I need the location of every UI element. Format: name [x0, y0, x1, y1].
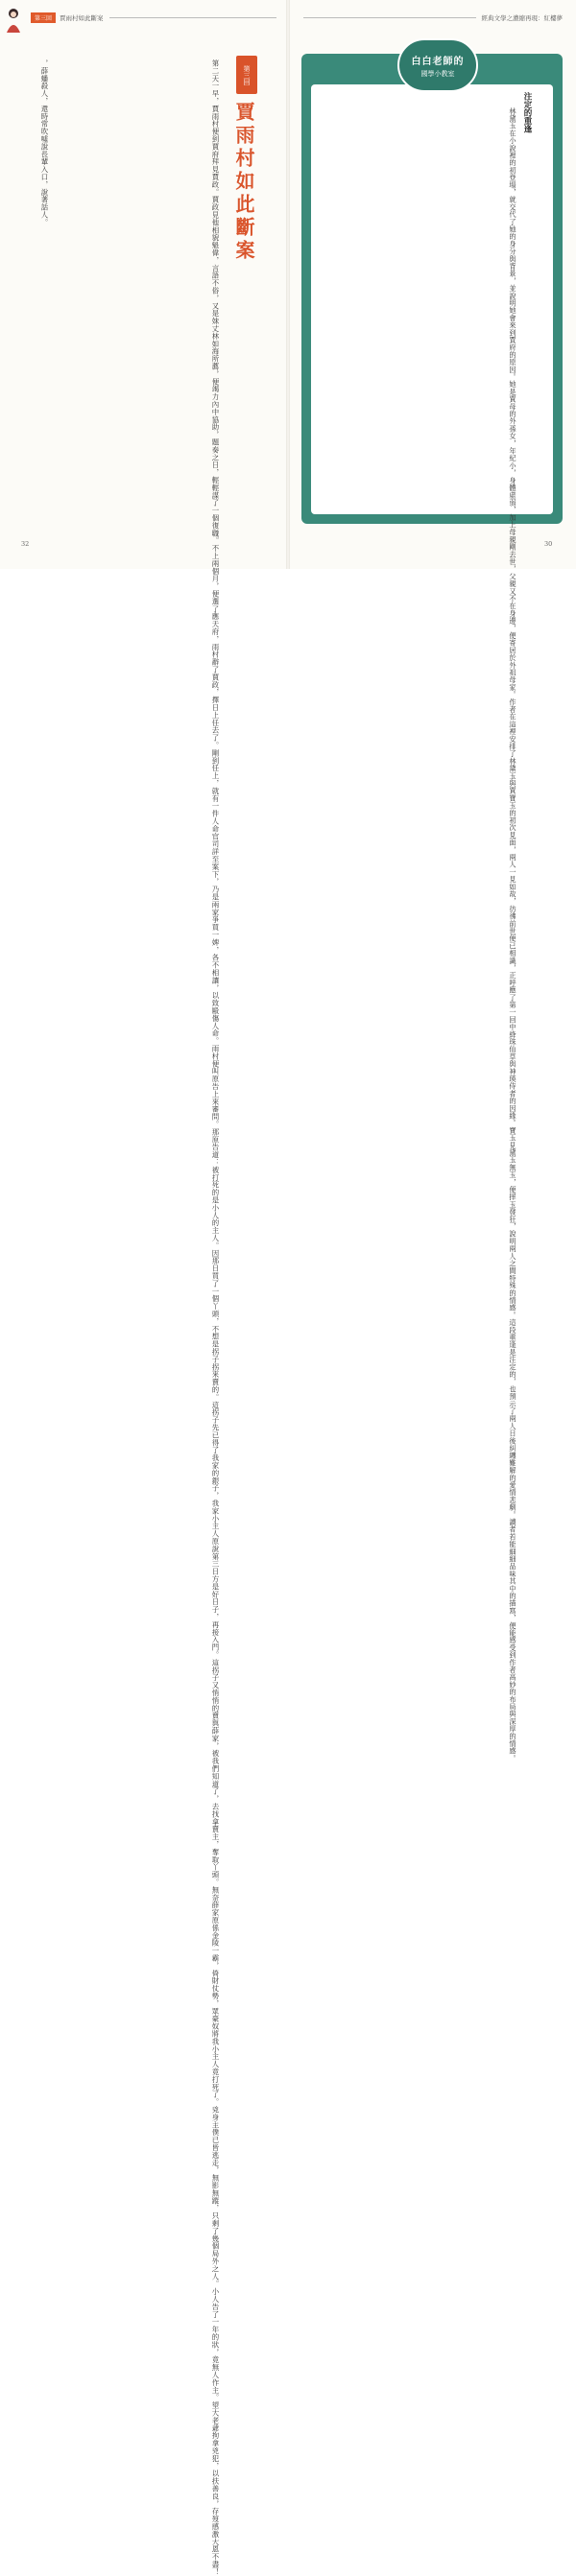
page-number-right: 30 [544, 540, 553, 548]
header-book-title: 經典文學之濃縮再現：紅樓夢 [481, 13, 563, 22]
chapter-title: 賈雨村如此斷案 [232, 102, 255, 263]
left-page-body-continued: ，薛蟠殺人，還時常吹噓說長輩入口，說著話人。 [40, 59, 49, 226]
right-page-header [298, 10, 563, 25]
book-gutter [286, 0, 290, 569]
left-page-header [13, 10, 282, 25]
badge-title: 白白老師的 [411, 56, 465, 67]
header-chapter-tag: 第三回 [31, 12, 56, 23]
classroom-badge [397, 38, 478, 92]
header-divider [303, 17, 476, 18]
chapter-heading [228, 56, 276, 305]
right-page-body: 林黛玉在小說裡的初登場，就交代了她的身分與背景，並說明她會來到賈府的原因。她是賈母的外孫女，年紀小，身體虛弱，加上母親剛去世，父親又不在身邊，便寄居於外祖母家。作者在這裡安排了林黛玉與賈寶玉的初次見面，兩人一見如故，彷彿前世便已相識，正呼應了第一回中絳珠仙草與神瑛侍者的因緣。寶玉見黛玉無玉，便摔玉發狂，說明兩人之間特殊的情感。這段重逢是注定的，也預示了兩人日後糾纏難解的愛情悲劇。讀者若能細細品味其中的描寫，便能感受到作者高妙的布局與深厚的情感。 [509, 107, 517, 1762]
header-divider [109, 17, 276, 18]
left-page-body: 第二天一早，賈雨村便到賈府拜見賈政。賈政見他相貌魁偉，言語不俗，又是妹丈林如海所薦，便竭力內中協助，題奏之日，輕輕謀了一個復職。不上兩個月，便選了應天府，雨村辭了賈政，擇日上任去了。剛到任上，就有一件人命官司詳至案下，乃是兩家爭買一婢，各不相讓，以致毆傷人命。雨村便叫原告上來審問。那原告道：被打死的是小人的主人。因那日買了一個丫頭，不想是拐子拐來賣的。這拐子先已得了我家的銀子，我家小主人原說第三日方是好日子，再接入門。這拐子又悄悄的賣與薛家，被我們知道了，去找拿賣主，奪取丫頭。無奈薛家原係金陵一霸，倚財仗勢，眾豪奴將我小主人竟打死了。兇身主僕已皆逃走，無影無蹤，只剩了幾個局外之人。小人告了一年的狀，竟無人作主。望大老爺拘拿兇犯，以扶善良，存歿感激大恩不盡！ [211, 59, 220, 2576]
badge-subtitle: 國學小教室 [420, 69, 455, 78]
page-number-left: 32 [21, 540, 30, 548]
chapter-tag: 第三回 [236, 56, 257, 94]
header-chapter-title: 賈雨村如此斷案 [60, 13, 104, 22]
note-title: 注定的重逢 [522, 92, 532, 133]
